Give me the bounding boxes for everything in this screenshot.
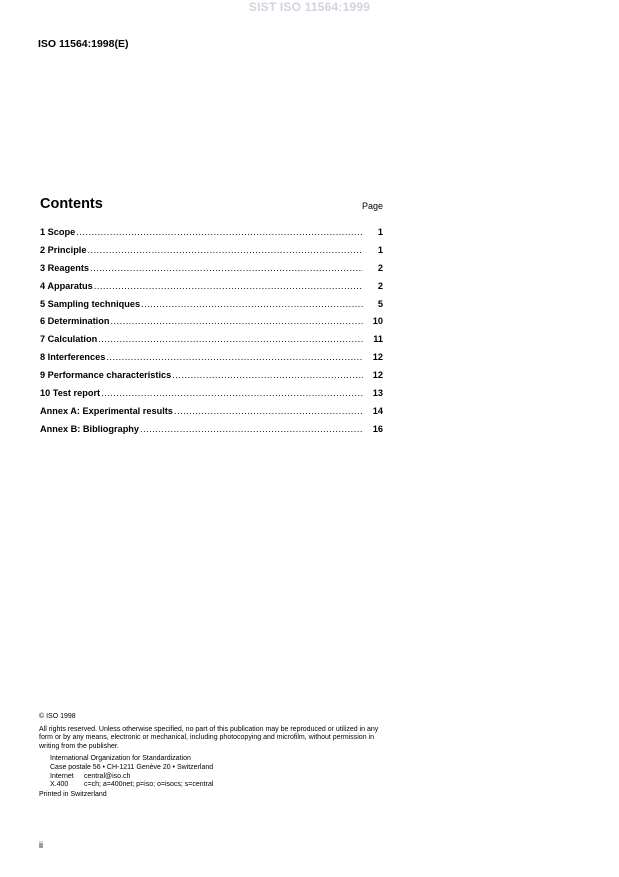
page-column-heading: Page [361, 201, 383, 211]
toc-entry-performance-characteristics[interactable] [40, 370, 383, 388]
toc-entry-determination[interactable] [40, 316, 383, 334]
toc-entry-page: 13 [372, 388, 383, 399]
toc-leader-dots [87, 245, 363, 255]
toc-entry-page: 12 [372, 352, 383, 363]
toc-entry-principle[interactable] [40, 245, 383, 263]
toc-leader-dots [141, 299, 363, 309]
toc-entry-reagents[interactable] [40, 263, 383, 281]
postal-address: Case postale 56 • CH-1211 Genève 20 • Switzerland [50, 763, 214, 771]
toc-entry-page: 10 [372, 316, 383, 327]
toc-entry-page: 16 [372, 423, 383, 434]
table-of-contents [40, 227, 383, 442]
x400-label: X.400 [50, 781, 69, 789]
toc-entry-label: 2 Principle [40, 244, 87, 255]
toc-leader-dots [101, 388, 363, 398]
toc-leader-dots [98, 334, 363, 344]
toc-entry-page: 12 [372, 370, 383, 381]
toc-entry-label: 4 Apparatus [40, 280, 93, 291]
toc-leader-dots [90, 263, 363, 273]
toc-entry-annex-b[interactable] [40, 424, 383, 442]
toc-entry-label: 9 Performance characteristics [40, 370, 172, 381]
toc-leader-dots [172, 370, 363, 380]
toc-entry-label: 6 Determination [40, 316, 110, 327]
x400-row [50, 781, 385, 790]
document-id: ISO 11564:1998(E) [38, 38, 129, 50]
toc-entry-label: 7 Calculation [40, 334, 98, 345]
printed-in: Printed in Switzerland [39, 790, 107, 798]
watermark: SIST ISO 11564:1999 [248, 0, 371, 14]
page-number: ii [39, 840, 43, 850]
organization-name: International Organization for Standardization [50, 755, 191, 763]
toc-entry-page: 2 [377, 280, 383, 291]
copyright-block [39, 713, 385, 799]
toc-entry-page: 11 [373, 334, 383, 345]
rights-statement: All rights reserved. Unless otherwise specified, no part of this publication may be reproduced or utilized in any form or by any means, electronic or mechanical, including photocopying and microfilm, without permission in writing from the publisher. [39, 725, 379, 750]
internet-label: Internet [50, 772, 74, 780]
internet-address: central@iso.ch [84, 772, 131, 780]
toc-entry-apparatus[interactable] [40, 281, 383, 299]
toc-entry-page: 1 [377, 227, 383, 237]
toc-entry-annex-a[interactable] [40, 406, 383, 424]
internet-row [50, 773, 385, 782]
toc-entry-label: 5 Sampling techniques [40, 298, 141, 309]
toc-entry-label: 1 Scope [40, 227, 76, 237]
x400-address: c=ch; a=400net; p=iso; o=isocs; s=central [84, 781, 214, 789]
toc-leader-dots [76, 227, 363, 237]
toc-leader-dots [140, 424, 363, 434]
toc-entry-page: 2 [377, 262, 383, 273]
toc-entry-label: 3 Reagents [40, 262, 90, 273]
toc-entry-page: 14 [372, 405, 383, 416]
toc-entry-label: 8 Interferences [40, 352, 106, 363]
toc-entry-page: 1 [377, 244, 383, 255]
toc-entry-label: Annex A: Experimental results [40, 405, 173, 416]
toc-entry-page: 5 [377, 298, 383, 309]
toc-entry-interferences[interactable] [40, 352, 383, 370]
contents-title: Contents [40, 196, 103, 212]
toc-entry-label: 10 Test report [40, 388, 101, 399]
toc-entry-test-report[interactable] [40, 388, 383, 406]
toc-entry-calculation[interactable] [40, 334, 383, 352]
toc-leader-dots [174, 406, 363, 416]
publisher-address [39, 755, 385, 789]
toc-leader-dots [106, 352, 363, 362]
toc-leader-dots [110, 316, 363, 326]
copyright-notice: © ISO 1998 [39, 713, 76, 720]
toc-leader-dots [94, 281, 363, 291]
toc-entry-scope[interactable] [40, 227, 383, 245]
toc-entry-label: Annex B: Bibliography [40, 423, 140, 434]
toc-entry-sampling-techniques[interactable] [40, 299, 383, 317]
